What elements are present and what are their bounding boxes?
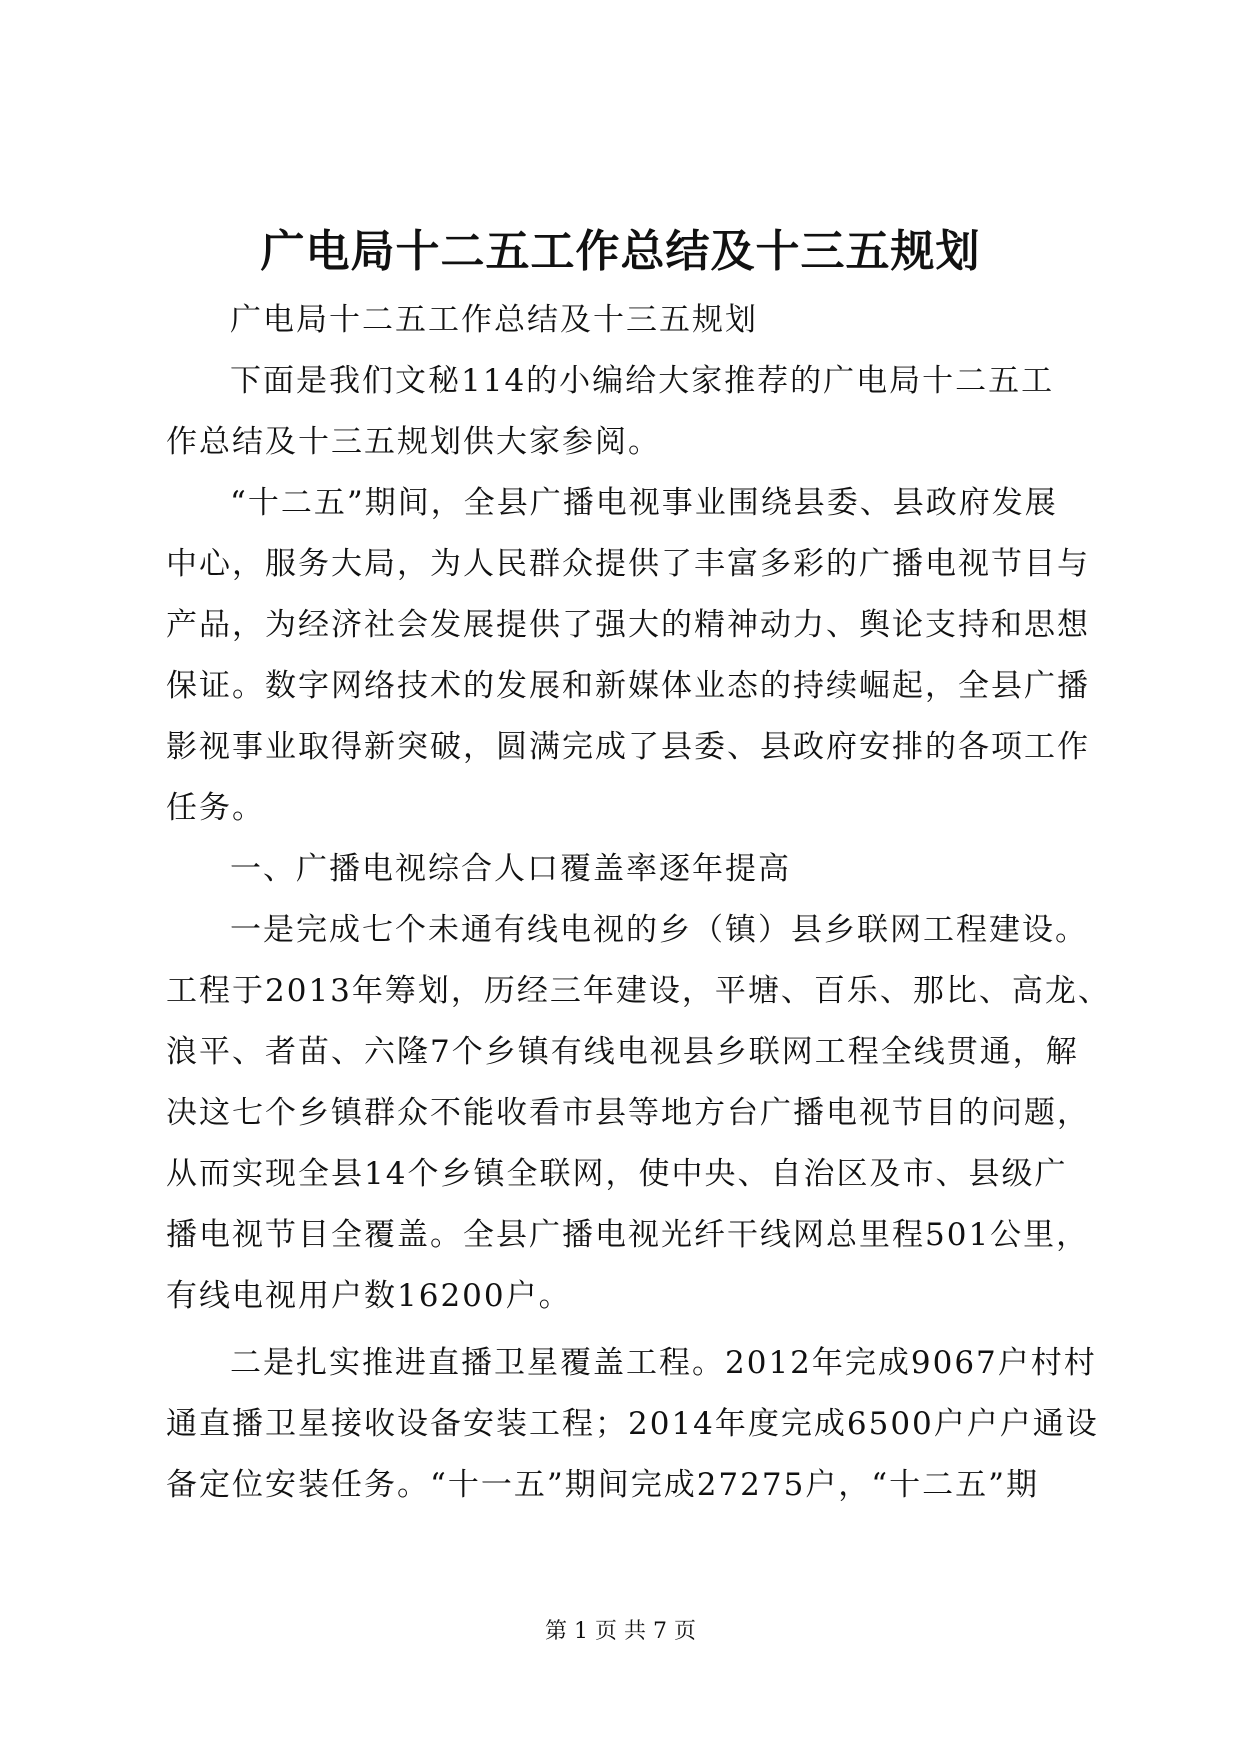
paragraph-line: 一是完成七个未通有线电视的乡（镇）县乡联网工程建设。 — [230, 912, 1088, 948]
paragraph-line: “十二五”期间，全县广播电视事业围绕县委、县政府发展 — [230, 485, 1058, 521]
document-title: 广电局十二五工作总结及十三五规划 — [260, 226, 981, 277]
page-footer: 第 1 页 共 7 页 — [545, 1619, 696, 1644]
paragraph-line: 保证。数字网络技术的发展和新媒体业态的持续崛起，全县广播 — [166, 668, 1090, 704]
paragraph-line: 二是扎实推进直播卫星覆盖工程。2012年完成9067户村村 — [230, 1345, 1097, 1381]
paragraph-line: 下面是我们文秘114的小编给大家推荐的广电局十二五工 — [230, 363, 1055, 399]
paragraph-line: 作总结及十三五规划供大家参阅。 — [166, 424, 661, 460]
paragraph-line: 通直播卫星接收设备安装工程；2014年度完成6500户户户通设 — [166, 1406, 1099, 1442]
paragraph-line: 浪平、者苗、六隆7个乡镇有线电视县乡联网工程全线贯通，解 — [166, 1034, 1079, 1070]
paragraph-line: 产品，为经济社会发展提供了强大的精神动力、舆论支持和思想 — [166, 607, 1090, 643]
paragraph-line: 播电视节目全覆盖。全县广播电视光纤干线网总里程501公里， — [166, 1217, 1090, 1253]
paragraph-line: 中心，服务大局，为人民群众提供了丰富多彩的广播电视节目与 — [166, 546, 1090, 582]
paragraph-line: 工程于2013年筹划，历经三年建设，平塘、百乐、那比、高龙、 — [166, 973, 1111, 1009]
paragraph-line: 有线电视用户数16200户。 — [166, 1278, 572, 1314]
paragraph-line: 从而实现全县14个乡镇全联网，使中央、自治区及市、县级广 — [166, 1156, 1068, 1192]
paragraph-line: 任务。 — [166, 790, 265, 826]
paragraph-line: 备定位安装任务。“十一五”期间完成27275户，“十二五”期 — [166, 1467, 1040, 1503]
paragraph-line: 决这七个乡镇群众不能收看市县等地方台广播电视节目的问题， — [166, 1095, 1090, 1131]
section-heading: 一、广播电视综合人口覆盖率逐年提高 — [230, 851, 791, 887]
paragraph-line: 影视事业取得新突破，圆满完成了县委、县政府安排的各项工作 — [166, 729, 1090, 765]
subtitle-line: 广电局十二五工作总结及十三五规划 — [230, 302, 758, 338]
document-body — [166, 290, 1111, 1516]
